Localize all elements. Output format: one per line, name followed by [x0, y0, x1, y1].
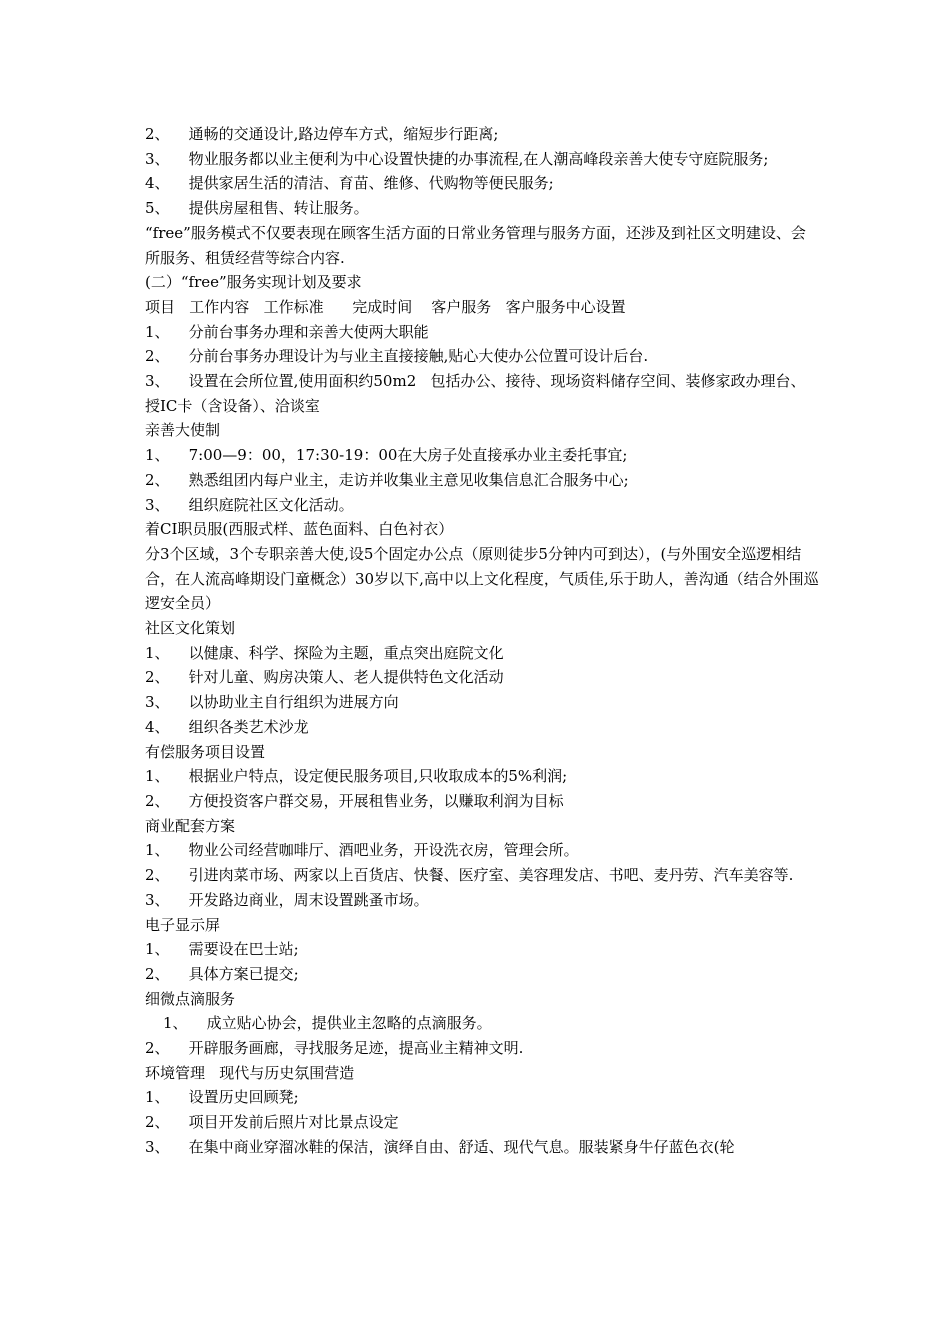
text-line: 1、 7:00—9：00，17:30-19：00在大房子处直接承办业主委托事宜;: [145, 446, 628, 465]
text-line: 2、 项目开发前后照片对比景点设定: [145, 1113, 399, 1132]
subsection-heading: 电子显示屏: [145, 915, 221, 934]
text-line: 4、 提供家居生活的清洁、育苗、维修、代购物等便民服务;: [145, 174, 554, 193]
text-line: 3、 开发路边商业，周末设置跳蚤市场。: [145, 890, 429, 909]
text-line: 1、 分前台事务办理和亲善大使两大职能: [145, 322, 429, 341]
text-line: 2、 具体方案已提交;: [145, 964, 299, 983]
section-heading: (二）“free”服务实现计划及要求: [145, 273, 362, 292]
text-line: 3、 以协助业主自行组织为进展方向: [145, 693, 399, 712]
text-line: 1、 成立贴心协会，提供业主忽略的点滴服务。: [163, 1014, 492, 1033]
subsection-heading: 商业配套方案: [145, 816, 236, 835]
text-line: 3、 组织庭院社区文化活动。: [145, 495, 354, 514]
text-line: 2、 分前台事务办理设计为与业主直接接触,贴心大使办公位置可设计后台.: [145, 347, 649, 366]
text-line: 2、 熟悉组团内每户业主，走访并收集业主意见收集信息汇合服务中心;: [145, 470, 629, 489]
text-line: 1、 设置历史回顾凳;: [145, 1088, 299, 1107]
text-line: 2、 通畅的交通设计,路边停车方式，缩短步行距离;: [145, 125, 499, 143]
text-line: 1、 物业公司经营咖啡厅、酒吧业务，开设洗衣房，管理会所。: [145, 841, 579, 860]
text-line: 2、 方便投资客户群交易，开展租售业务，以赚取利润为目标: [145, 791, 564, 810]
text-line: “free”服务模式不仅要表现在顾客生活方面的日常业务管理与服务方面，还涉及到社区文明建设、会所服务、租赁经营等综合内容.: [145, 223, 806, 267]
table-header-line: 项目 工作内容 工作标准 完成时间 客户服务 客户服务中心设置: [145, 297, 626, 316]
text-line: 2、 开辟服务画廊，寻找服务足迹，提高业主精神文明.: [145, 1039, 524, 1058]
subsection-heading: 环境管理 现代与历史氛围营造: [145, 1063, 355, 1082]
text-line: 2、 引进肉菜市场、两家以上百货店、快餐、医疗室、美容理发店、书吧、麦丹劳、汽车美容等.: [145, 866, 794, 885]
text-line: 2、 针对儿童、购房决策人、老人提供特色文化活动: [145, 668, 504, 687]
text-line: 4、 组织各类艺术沙龙: [145, 717, 309, 736]
text-line: 1、 需要设在巴士站;: [145, 940, 299, 959]
subsection-heading: 有偿服务项目设置: [145, 742, 266, 761]
text-line: 5、 提供房屋租售、转让服务。: [145, 199, 369, 218]
text-line: 3、 设置在会所位置,使用面积约50m2 包括办公、接待、现场资料储存空间、装修家政办理台、授IC卡（含设备）、洽谈室: [145, 372, 806, 415]
text-line: 3、 物业服务都以业主便利为中心设置快捷的办事流程,在人潮高峰段亲善大使专守庭院服务;: [145, 149, 769, 168]
text-line: 1、 以健康、科学、探险为主题，重点突出庭院文化: [145, 643, 504, 662]
subsection-heading: 社区文化策划: [145, 619, 236, 638]
subsection-heading: 亲善大使制: [145, 421, 221, 440]
text-line: 分3个区域，3个专职亲善大使,设5个固定办公点（原则徒步5分钟内可到达），(与外围安全巡逻相结合，在人流高峰期设门童概念）30岁以下,高中以上文化程度，气质佳,乐于助人，善沟通（结合外围巡逻安全员）: [145, 544, 819, 613]
text-line: 1、 根据业户特点，设定便民服务项目,只收取成本的5%利润;: [145, 767, 568, 786]
text-line: 着CI职员服(西服式样、蓝色面料、白色衬衣）: [145, 520, 454, 539]
subsection-heading: 细微点滴服务: [145, 989, 236, 1008]
text-line: 3、 在集中商业穿溜冰鞋的保洁，演绎自由、舒适、现代气息。服装紧身牛仔蓝色衣(轮: [145, 1137, 735, 1156]
